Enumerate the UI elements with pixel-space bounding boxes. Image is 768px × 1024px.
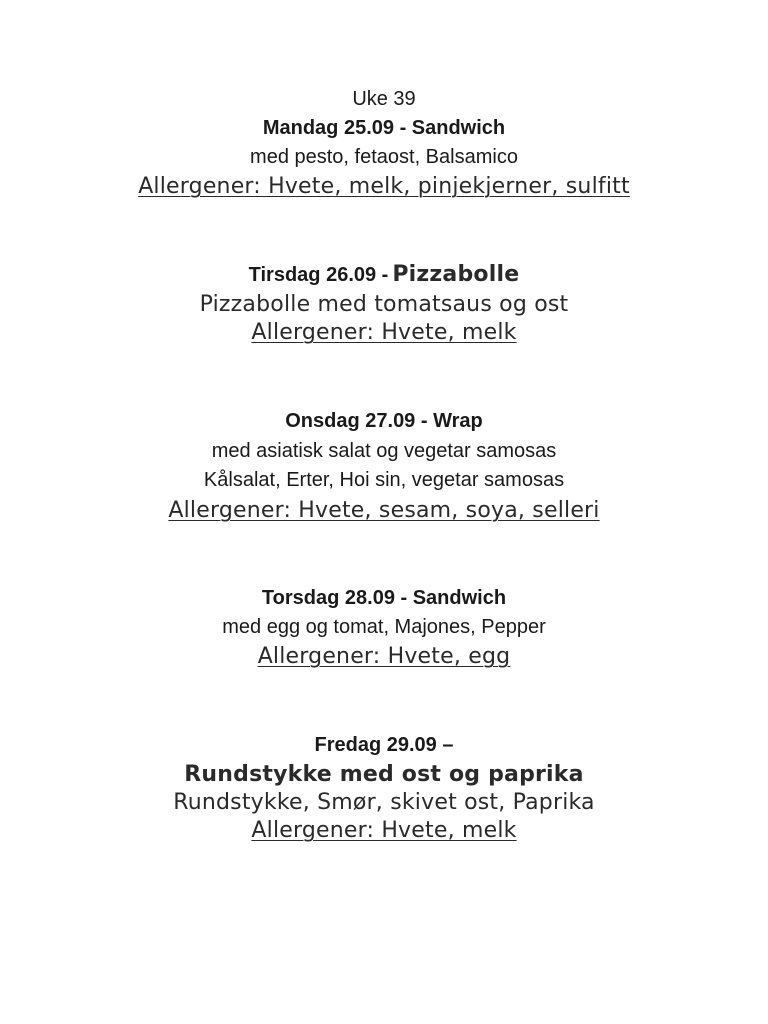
day-heading-tuesday	[0, 262, 768, 287]
day-allergens-wednesday: Allergener: Hvete, sesam, soya, selleri	[168, 498, 600, 523]
day-allergens-friday: Allergener: Hvete, melk	[251, 818, 517, 843]
day-heading-wednesday: Onsdag 27.09 - Wrap	[285, 410, 483, 432]
day-description-friday: Rundstykke, Smør, skivet ost, Paprika	[173, 790, 595, 815]
week-title: Uke 39	[352, 88, 416, 110]
day-ingredients-wednesday: Kålsalat, Erter, Hoi sin, vegetar samosas	[203, 469, 565, 491]
day-allergens-thursday: Allergener: Hvete, egg	[257, 644, 511, 669]
day-description-monday: med pesto, fetaost, Balsamico	[250, 146, 518, 168]
day-description-tuesday: Pizzabolle med tomatsaus og ost	[199, 292, 569, 317]
day-dish-friday: Rundstykke med ost og paprika	[184, 762, 584, 787]
day-heading-friday: Fredag 29.09 –	[314, 734, 454, 756]
day-description-thursday: med egg og tomat, Majones, Pepper	[222, 616, 546, 638]
day-heading-thursday: Torsdag 28.09 - Sandwich	[261, 587, 507, 609]
day-allergens-monday: Allergener: Hvete, melk, pinjekjerner, sulfitt	[138, 174, 630, 199]
day-allergens-tuesday: Allergener: Hvete, melk	[251, 320, 517, 345]
day-dish-tuesday: Pizzabolle	[392, 262, 520, 287]
day-description-wednesday: med asiatisk salat og vegetar samosas	[211, 440, 557, 462]
day-heading-tuesday-prefix: Tirsdag 26.09 -	[248, 264, 389, 286]
day-heading-monday: Mandag 25.09 - Sandwich	[262, 117, 506, 139]
